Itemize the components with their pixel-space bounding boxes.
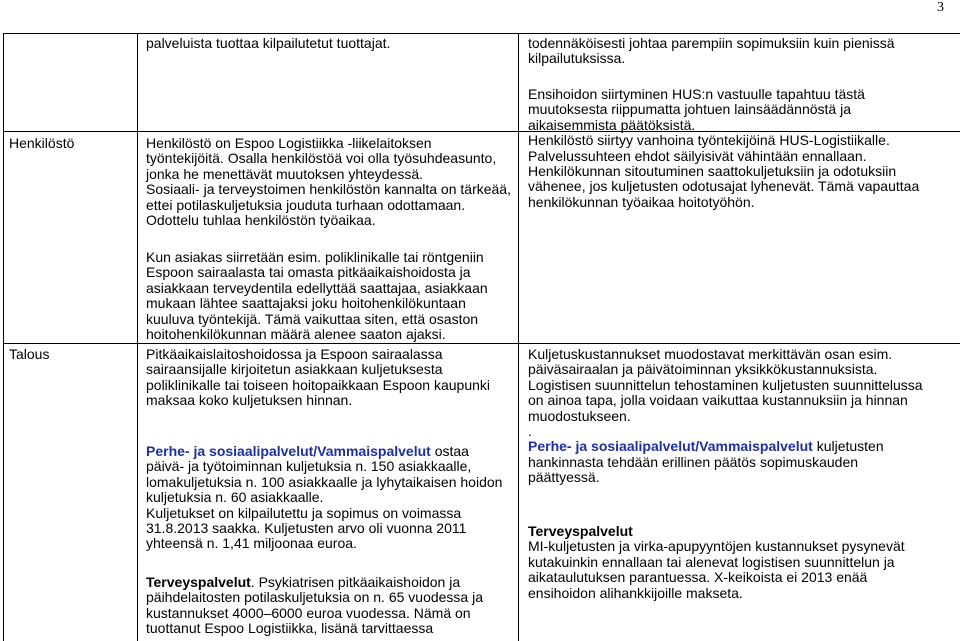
text-line: sairaansijalle kirjoitetun asiakkaan kuljetuksesta: [146, 361, 443, 378]
text-line: Henkilökunnan sitoutuminen saattokuljetuksiin ja odotuksiin: [528, 163, 897, 180]
perhe-heading: Perhe- ja sosiaalipalvelut/Vammaispalvelut: [528, 438, 813, 455]
talous-mid-post-text: [146, 347, 490, 409]
text-line: Odottelu tuhlaa henkilöstön työaikaa.: [146, 212, 376, 229]
text-line: MI-kuljetusten ja virka-apupyyntöjen kustannukset pysynevät: [528, 538, 905, 555]
text-line: Palvelussuhteen ehdot säilyisivät vähintään ennallaan.: [528, 147, 867, 164]
text-line: maksaa koko kuljetuksen hinnan.: [146, 392, 353, 409]
perhe-heading-rest: kuljetusten: [812, 438, 884, 455]
text-line: ensihoidon alihankkijoille makseta.: [528, 584, 743, 601]
text-line: kutakuinkin ennallaan tai alenevat logistisen suunnittelun ja: [528, 553, 895, 570]
text-line: jonka he menettävät muutoksen yhteydessä.: [146, 165, 424, 182]
text-line: Kuljetuskustannukset muodostavat merkittävän osan esim.: [528, 346, 893, 362]
text-line: Espoon sairaalasta tai omasta pitkäaikaishoidosta ja: [146, 264, 471, 281]
terveys-heading-line: [146, 575, 483, 590]
top-right-text: [528, 36, 895, 67]
text-line: Ensihoidon siirtyminen HUS:n vastuulle tapahtuu tästä: [528, 86, 865, 102]
text-line: tuottanut Espoo Logistiikka, lisänä tarvittaessa: [146, 620, 434, 637]
text-line: Sosiaali- ja terveystoimen henkilöstön kannalta on tärkeää,: [146, 181, 511, 198]
text-line: Logistisen suunnittelun tehostaminen kuljetusten suunnittelussa: [528, 376, 923, 393]
text-line: henkilökunnan työaikaa hoitotyöhön.: [528, 193, 755, 210]
perhe-heading-rest: ostaa: [430, 443, 469, 459]
text-line: päivä- ja työtoiminnan kuljetuksia n. 150 asiakkaalle,: [146, 458, 472, 475]
text-line: kustannukset 4000–6000 euroa vuodessa. Nämä on: [146, 604, 471, 621]
text-line: työntekijöitä. Osalla henkilöstöä voi olla työsuhdeasunto,: [146, 150, 497, 167]
perhe-heading-line: [146, 444, 502, 459]
text-line: mukaan lähtee saattajaksi joku hoitohenkilökuntaan: [146, 295, 466, 312]
talous-mid-terveys-text: [146, 575, 483, 637]
perhe-heading: Perhe- ja sosiaalipalvelut/Vammaispalvelut: [146, 443, 431, 459]
text-line: päättyessä.: [528, 469, 600, 486]
page-number: 3: [937, 0, 944, 15]
terveys-heading: Terveyspalvelut: [146, 574, 251, 590]
talous-right-terveys-text: [528, 524, 905, 601]
text-line: Pitkäaikaislaitoshoidossa ja Espoon sairaalassa: [146, 346, 443, 362]
text-line: asiakkaan terveydentila edellyttää saattajaa, asiakkaan: [146, 279, 488, 296]
text-line: poliklinikalle tai toiseen hoitopaikkaan Espoon kaupunki: [146, 376, 491, 393]
text-line: aikaisemmista päätöksistä.: [528, 116, 696, 133]
row-label-henkilosto: Henkilöstö: [9, 135, 75, 151]
text-line: muodostukseen.: [528, 407, 631, 424]
row-divider-2: [3, 343, 960, 344]
text-line: kilpailutuksissa.: [528, 50, 626, 67]
terveys-heading: Terveyspalvelut: [528, 523, 633, 539]
talous-mid-pre-text: [146, 250, 488, 342]
text-line: .: [528, 423, 532, 440]
text-line: palveluista tuottaa kilpailutetut tuottajat.: [146, 35, 391, 51]
text-line: Henkilöstö siirtyy vanhoina työntekijöinä HUS-Logistiikalle.: [528, 132, 890, 149]
text-line: vähenee, jos kuljetusten odotusajat lyhenevät. Tämä vapauttaa: [528, 178, 920, 195]
column-divider-1: [137, 33, 138, 641]
top-mid-text: [146, 36, 390, 51]
text-line: päihdelaitosten potilaskuljetuksia on n. 65 vuodessa ja: [146, 589, 484, 606]
text-line: kuljetuksia n. 60 asiakkaalle.: [146, 489, 324, 506]
text-line: Henkilöstö on Espoo Logistiikka -liikelaitoksen: [146, 135, 432, 151]
text-line: todennäköisesti johtaa parempiin sopimuksiin kuin pienissä: [528, 35, 895, 51]
talous-right-text: [528, 347, 923, 486]
text-line: Kuljetukset on kilpailutettu ja sopimus on voimassa: [146, 504, 462, 521]
text-line: lomakuljetuksia n. 100 asiakkaalle ja lyhytaikaisen hoidon: [146, 473, 503, 490]
table-left-border: [3, 33, 4, 641]
row-label-talous: Talous: [9, 346, 50, 362]
talous-mid-perhe-text: [146, 444, 502, 552]
text-line: yhteensä n. 1,41 miljoonaa euroa.: [146, 535, 357, 552]
column-divider-2: [518, 33, 519, 641]
text-line: on ainoa tapa, jolla voidaan vaikuttaa kustannuksiin ja hinnan: [528, 392, 908, 409]
text-line: päiväsairaalan ja päivätoiminnan yksikkökustannuksista.: [528, 361, 878, 378]
terveys-heading-rest: . Psykiatrisen pitkäaikaishoidon ja: [250, 574, 461, 590]
table-top-border: [3, 33, 960, 34]
henkilosto-right-text: [528, 87, 919, 210]
text-line: muutoksesta riippumatta johtuen lainsäädännöstä ja: [528, 101, 851, 118]
text-line: ettei potilaskuljetuksia jouduta turhaan odottamaan.: [146, 196, 466, 213]
text-line: aikataulutuksen parantuessa. X-keikoista ei 2013 enää: [528, 569, 868, 586]
text-line: hoitohenkilökunnan määrä alenee saaton ajaksi.: [146, 326, 446, 343]
text-line: 31.8.2013 saakka. Kuljetusten arvo oli vuonna 2011: [146, 520, 467, 537]
right-perhe-heading-line: [528, 439, 923, 454]
text-line: kuuluva työntekijä. Tämä vaikuttaa siten, että osaston: [146, 310, 479, 327]
text-line: hankinnasta tehdään erillinen päätös sopimuskauden: [528, 453, 859, 470]
henkilosto-mid-text: [146, 136, 511, 228]
text-line: Kun asiakas siirretään esim. poliklinikalle tai röntgeniin: [146, 249, 484, 265]
